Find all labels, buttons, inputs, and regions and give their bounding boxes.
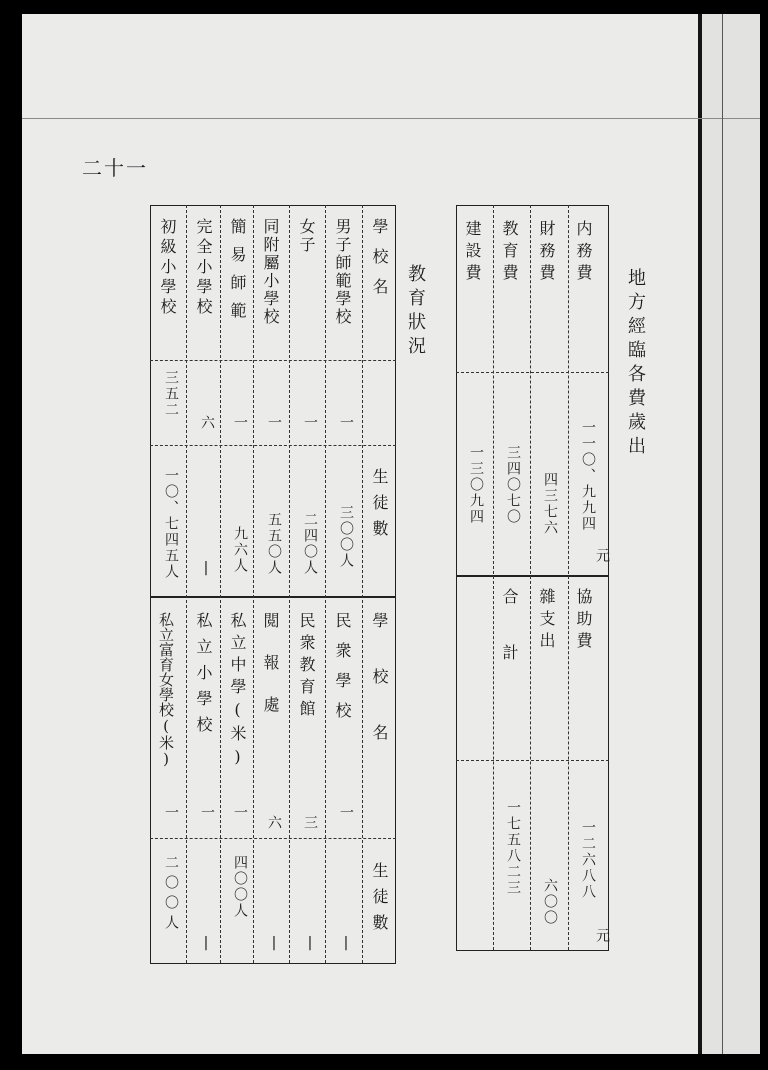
finance-item-label: 協助費	[574, 588, 593, 654]
education-student-count: |	[338, 935, 354, 953]
education-school-name: 私立小學校	[194, 612, 213, 742]
finance-column-divider	[493, 205, 494, 950]
finance-item-label: 建設費	[463, 220, 482, 286]
finance-item-unit: 元	[594, 548, 610, 564]
finance-table-right-border	[608, 205, 609, 950]
education-header-school-name: 學校名	[370, 612, 389, 780]
education-column-divider	[220, 205, 221, 963]
education-school-name: 女子	[297, 218, 316, 254]
education-school-name: 同附屬小學校	[261, 218, 280, 326]
education-header-school-name: 學校名	[370, 218, 389, 308]
finance-item-amount: 一一〇、九九四	[580, 420, 596, 532]
education-header-students: 生徒數	[370, 862, 389, 940]
finance-column-divider	[568, 205, 569, 950]
finance-item-amount: 六〇〇	[542, 878, 558, 926]
education-table-left-border	[150, 205, 151, 963]
education-school-name: 完全小學校	[194, 218, 213, 318]
education-school-name: 民衆教育館	[297, 612, 316, 722]
education-student-count: 三〇〇人	[338, 505, 354, 569]
finance-item-label: 雜支出	[537, 588, 556, 654]
page-edge-line	[722, 14, 723, 1054]
education-header-students: 生徒數	[370, 468, 389, 546]
education-school-count: 一	[199, 805, 215, 821]
finance-item-label: 内務費	[574, 220, 593, 286]
education-student-count: |	[266, 935, 282, 953]
finance-item-label: 財務費	[537, 220, 556, 286]
education-school-name: 私立富育女學校(米)	[157, 612, 175, 768]
finance-table-bottom-border	[456, 950, 609, 951]
education-column-divider	[253, 205, 254, 963]
finance-table-top-border	[456, 205, 609, 206]
page-number: 二十一	[82, 156, 148, 180]
education-school-count: 三五二	[163, 370, 179, 418]
finance-item-unit: 元	[594, 928, 610, 944]
scan-edge	[760, 0, 768, 1070]
education-student-count: 四〇〇人	[232, 855, 248, 919]
education-school-count: 一	[232, 805, 248, 821]
finance-item-amount: 四三七六	[542, 472, 558, 536]
finance-row-divider-lower	[456, 760, 609, 761]
finance-column-divider	[530, 205, 531, 950]
education-school-name: 閲報處	[261, 612, 280, 738]
finance-title: 地方經臨各費歲出	[625, 268, 646, 460]
education-student-count: 二四〇人	[302, 512, 318, 576]
finance-item-amount: 一七五八二三	[505, 800, 521, 896]
education-school-count: 一	[338, 805, 354, 821]
adjacent-page-strip	[702, 14, 760, 1054]
education-column-divider	[362, 205, 363, 963]
finance-row-divider	[456, 372, 609, 373]
education-school-count: 三	[302, 815, 318, 831]
fold-line	[22, 118, 760, 119]
education-school-count: 一	[266, 415, 282, 431]
education-school-count: 一	[338, 415, 354, 431]
education-school-name: 初級小學校	[158, 218, 177, 318]
education-student-count: 一〇、七四五人	[163, 468, 179, 580]
education-school-count: 一	[163, 805, 179, 821]
education-student-count: |	[302, 935, 318, 953]
education-school-name: 簡易師範	[228, 218, 247, 330]
education-table-right-border	[395, 205, 396, 963]
finance-item-amount: 一三〇九四	[468, 445, 484, 525]
finance-table-left-border	[456, 205, 457, 950]
education-school-count: 六	[266, 815, 282, 831]
education-student-count: |	[198, 935, 214, 953]
education-school-name: 民衆學校	[333, 612, 352, 732]
education-student-count: 二〇〇人	[163, 855, 179, 935]
finance-item-amount: 一二六八八	[580, 820, 596, 900]
education-title: 教育狀況	[405, 264, 426, 360]
finance-item-label: 教育費	[500, 220, 519, 286]
education-school-count: 一	[302, 415, 318, 431]
finance-item-label: 合計	[500, 588, 519, 700]
education-column-divider	[186, 205, 187, 963]
education-school-name: 私立中學(米)	[228, 612, 247, 772]
education-column-divider	[325, 205, 326, 963]
finance-middle-divider	[456, 575, 609, 577]
education-school-count: 六	[199, 415, 215, 431]
education-column-divider	[289, 205, 290, 963]
education-table-bottom-border	[150, 963, 396, 964]
education-school-count: 一	[232, 415, 248, 431]
education-student-count: 五五〇人	[266, 512, 282, 576]
finance-item-amount: 三四〇七〇	[505, 445, 521, 525]
education-student-count: |	[198, 560, 214, 578]
education-school-name: 男子師範學校	[333, 218, 352, 326]
education-student-count: 九六人	[232, 526, 248, 574]
